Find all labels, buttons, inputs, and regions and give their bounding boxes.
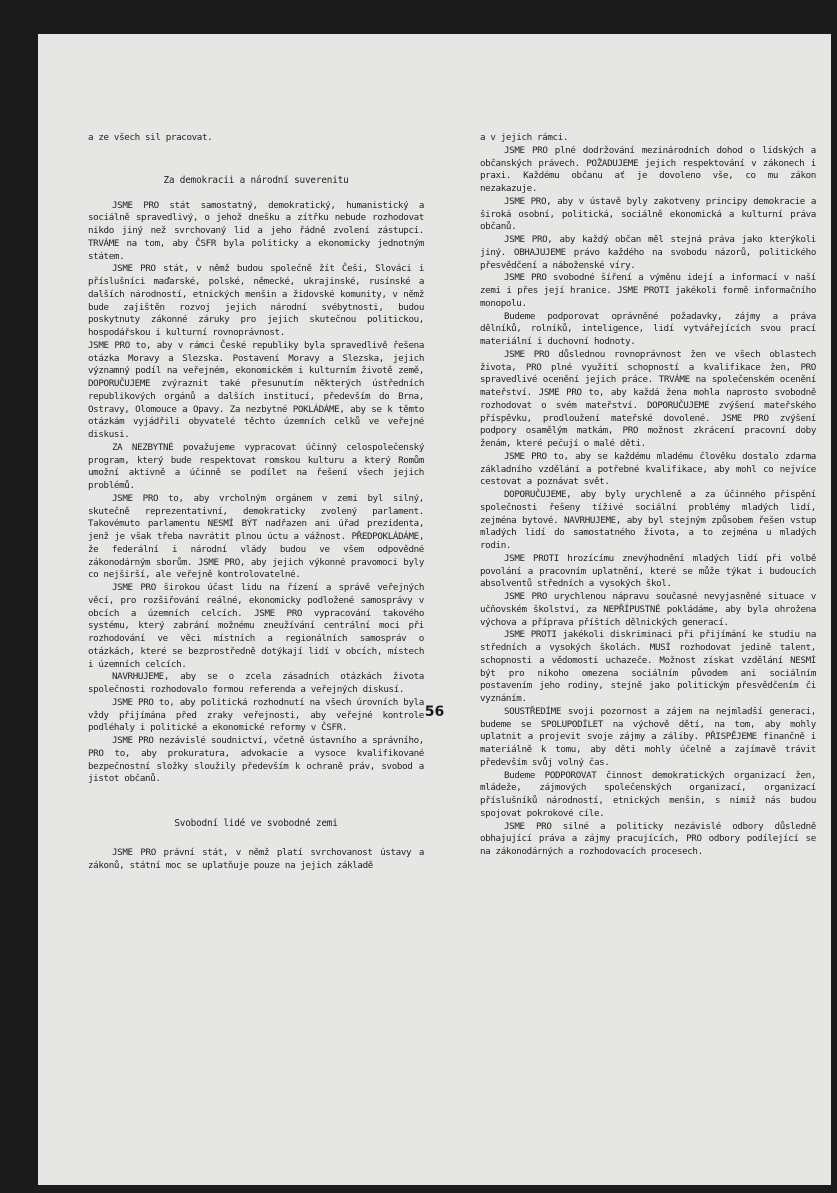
paragraph: JSME PRO to, aby v rámci České republiky byla spravedlivě řešena otázka Moravy a Slezska. Postavení Moravy a Slezska, jejich významný podíl na veřejném, ekonomickém i kulturním životě země, DOPORUČUJEME zvýraznit také přesunutím některých ústředních republikových orgánů a dalších institucí, především do Brna, Ostravy, Olomouce a Opavy. Za nezbytné POKLÁDÁME, aby se k těmto otázkám vyjádřili obyvatelé těchto územních celků ve veřejné diskusi. [88,339,424,440]
paragraph: JSME PRO plné dodržování mezinárodních dohod o lidských a občanských právech. POŽADUJEME jejich respektování v zákonech i praxi. Každému občanu ať je dovoleno vše, co mu zákon nezakazuje. [480,144,816,194]
scanned-page [38,34,831,1185]
paragraph: JSME PRO, aby v ústavě byly zakotveny principy demokracie a široká osobní, politická, sociálně ekonomická a kulturní práva občanů. [480,195,816,233]
paragraph: JSME PRO nezávislé soudnictví, včetně ústavního a správního, PRO to, aby prokuratura, advokacie a vysoce kvalifikované bezpečnostní složky sloužily především k ochraně práv, svobod a jistot občanů. [88,735,424,785]
page-number: 56 [424,704,445,720]
paragraph: NAVRHUJEME, aby se o zcela zásadních otázkách života společnosti rozhodovalo formou referenda a veřejných diskusí. [88,671,424,695]
paragraph: a v jejich rámci. [480,132,569,143]
paragraph: Budeme PODPOROVAT činnost demokratických organizací žen, mládeže, zájmových společenských organizací, organizací příslušníků národností, etnických menšin, s nimiž nás budou spojovat pokrokové cíle. [480,769,816,819]
paragraph: SOUSTŘEDÍME svoji pozornost a zájem na nejmladší generaci, budeme se SPOLUPODÍLET na výchově dětí, na tom, aby mohly uplatnit a projevit svoje zájmy a záliby. PŘISPĚJEME finančně i materiálně k tomu, aby děti mohly účelně a zajímavě trávit především svůj volný čas. [480,705,816,768]
paragraph: JSME PRO důslednou rovnoprávnost žen ve všech oblastech života, PRO plné využití schopností a kvalifikace žen, PRO spravedlivé ocenění jejich práce. TRVÁME na společenském ocenění mateřství. JSME PRO to, aby každá žena mohla naprosto svobodně rozhodovat o svém mateřství. DOPORUČUJEME zvýšení mateřského příspěvku, prodloužení mateřské dovolené. JSME PRO zvýšení podpory osamělým matkám, PRO možnost zkrácení pracovní doby ženám, které pečují o malé děti. [480,348,816,449]
paragraph: JSME PRO to, aby vrcholným orgánem v zemi byl silný, skutečně reprezentativní, demokraticky zvolený parlament. Takovémuto parlamentu NESMÍ BÝT nadřazen ani úřad prezidenta, jenž je však třeba navrátit plnou úctu a vážnost. PŘEDPOKLÁDÁME, že federální i národní vlády budou ve všem odpovědné zákonodárným sborům. JSME PRO, aby jejich výkonné pravomoci byly co nejširší, ale veřejně kontrolovatelné. [88,492,424,581]
paragraph: JSME PRO to, aby politická rozhodnutí na všech úrovních byla vždy přijímána před zraky veřejnosti, aby veřejné kontrole podléhaly i politické a ekonomické reformy v ČSFR. [88,696,424,734]
paragraph: ZA NEZBYTNÉ považujeme vypracovat účinný celospolečenský program, který bude respektovat romskou kulturu a který Romům umožní aktivně a účinně se podílet na řešení všech jejich problémů. [88,441,424,491]
paragraph: a ze všech sil pracovat. [88,132,213,143]
paragraph: Budeme podporovat oprávněné požadavky, zájmy a práva dělníků, rolníků, inteligence, lidí vytvářejících svou prací materiální i duchovní hodnoty. [480,310,816,347]
paragraph: JSME PRO právní stát, v němž platí svrchovanost ústavy a zákonů, státní moc se uplatňuje pouze na jejich základě [88,846,424,871]
paragraph: JSME PROTI hrozícímu znevýhodnění mladých lidí při volbě povolání a pracovním uplatnění, které se může týkat i budoucích absolventů středních a vysokých škol. [480,552,816,590]
paragraph: JSME PRO urychlenou nápravu současné nevyjasněné situace v učňovském školství, za NEPŘÍPUSTNÉ pokládáme, aby byla ohrožena výchova a příprava příštích dělnických generací. [480,591,816,628]
paragraph: DOPORUČUJEME, aby byly urychleně a za účinného přispění společnosti řešeny tíživé sociální problémy mladých lidí, zejména bytové. NAVRHUJEME, aby byl stejným způsobem řešen vstup mladých lidí do samostatného života, a to zejména u mladých rodin. [480,489,816,551]
section-heading: Svobodní lidé ve svobodné zemi [174,818,338,829]
section-heading: Za demokracii a národní suverenitu [163,174,349,186]
right-text-column [480,132,816,859]
paragraph: JSME PRO svobodné šíření a výměnu idejí a informací v naší zemi i přes její hranice. JSME PROTI jakékoli formě informačního monopolu. [480,272,816,309]
paragraph: JSME PRO širokou účast lidu na řízení a správě veřejných věcí, pro rozšiřování reálné, ekonomicky podložené samosprávy v obcích a územních celcích. JSME PRO vypracování takového systému, který zabrání možnému zneužívání centrální moci při rozhodování ve věci místních a regionálních samospráv o otázkách, které se bezprostředně dotýkají lidí v obcích, místech i územních celcích. [88,582,424,670]
paragraph: JSME PRO silné a politicky nezávislé odbory důsledně obhajující práva a zájmy pracujících, PRO odbory podílející se na zákonodárných a rozhodovacích procesech. [480,820,816,857]
paragraph: JSME PRO stát, v němž budou společně žít Češi, Slováci i příslušníci maďarské, polské, německé, ukrajinské, rusínské a dalších národností, etnických menšin a židovské komunity, v němž bude zajištěn rozvoj jejich národní svébytnosti, budou poskytnuty zákonné záruky pro jejich skutečnou politickou, hospodářskou i kulturní rovnoprávnost. [88,263,424,338]
paragraph: JSME PRO stát samostatný, demokratický, humanistický a sociálně spravedlivý, o jehož dnešku a zítřku nebude rozhodovat nikdo jiný než svrchovaný lid a jeho řádně zvolení zástupci. TRVÁME na tom, aby ČSFR byla politicky a ekonomicky jednotným státem. [88,199,424,262]
paragraph: JSME PROTI jakékoli diskriminaci při přijímání ke studiu na středních a vysokých školách. MUSÍ rozhodovat jedině talent, schopnosti a vědomosti uchazeče. Možnost získat vzdělání NESMÍ být pro nikoho omezena sociálním původem ani sociálním postavením jeho rodiny, stejně jako politickým přesvědčením či vyznáním. [480,629,816,704]
left-text-column [88,132,424,872]
paragraph: JSME PRO to, aby se každému mladému člověku dostalo zdarma základního vzdělání a potřebné kvalifikace, aby mohl co nejvíce cestovat a poznávat svět. [480,450,816,488]
paragraph: JSME PRO, aby každý občan měl stejná práva jako kterýkoli jiný. OBHAJUJEME právo každého na svobodu názorů, politického přesvědčení a náboženské víry. [480,234,816,271]
